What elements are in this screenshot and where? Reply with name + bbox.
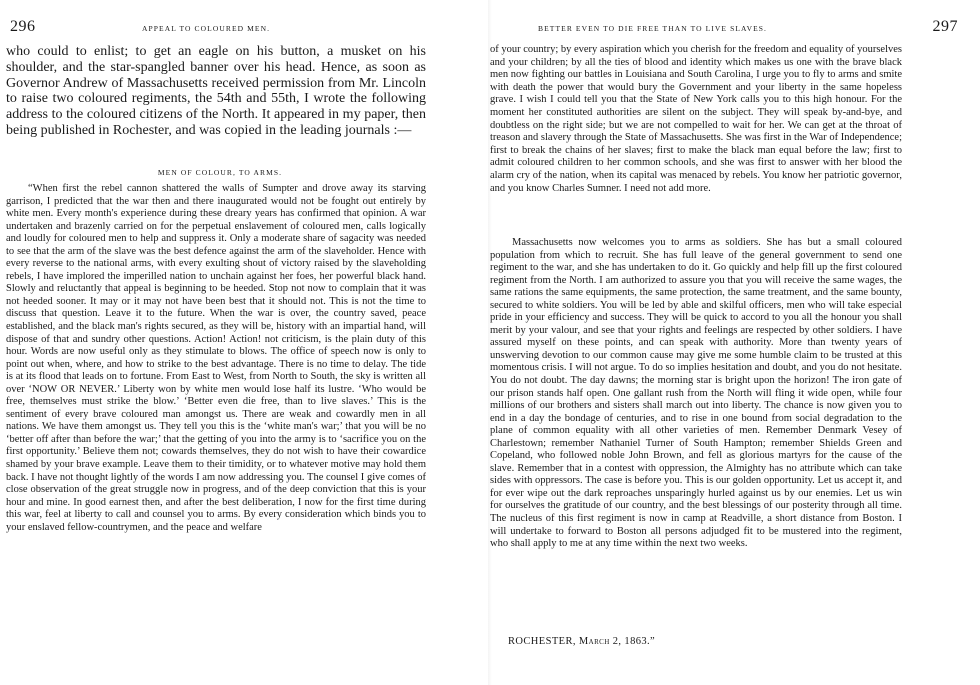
intro-text: who could to enlist; to get an eagle on his button, a musket on his shoulder, and the star-spangled banner over his head. Hence, as soon as Governor Andrew of Massachusetts received permission from Mr. Lincoln to raise two coloured regiments, the 54th and 55th, I wrote the following address to the coloured citizens of the North. It appeared in my paper, then being published in Rochester, and was copied in the leading journals :— (6, 44, 426, 138)
letter-column-left (6, 183, 426, 534)
right-running-head: BETTER EVEN TO DIE FREE THAN TO LIVE SLAVES. (538, 24, 768, 33)
intro-paragraph (6, 44, 426, 139)
letter-signature: ROCHESTER, March 2, 1863.” (508, 636, 656, 647)
right-page-header (490, 18, 980, 38)
left-page-header (0, 18, 490, 38)
letter-paragraph-2 (490, 237, 902, 551)
letter-paragraph-1 (490, 44, 902, 195)
right-page (490, 0, 980, 685)
right-page-number: 297 (932, 18, 958, 35)
section-subheading: MEN OF COLOUR, TO ARMS. (157, 168, 283, 177)
left-running-head: APPEAL TO COLOURED MEN. (142, 24, 271, 33)
letter-text-left: “When first the rebel cannon shattered the walls of Sumpter and drove away its starving garrison, I predicted that the war then and there inaugurated would not be fought out entirely by white men. Every month's experience during these dreary years has confirmed that opinion. A war undertaken and brazenly carried on for the perpetual enslavement of coloured men, calls logically and loudly for coloured men to help and suppress it. Only a moderate share of sagacity was needed to see that the arm of the slave was the best defence against the arm of the slaveholder. Hence with every reverse to the national arms, with every exulting shout of victory raised by the slaveholding rebels, I have implored the imperilled nation to unchain against her foes, her powerful black hand. Slowly and reluctantly that appeal is beginning to be heeded. Stop not now to complain that it was not heeded sooner. It may or it may not have been best that it should not. This is not the time to discuss that question. Leave it to the future. When the war is over, the country saved, peace established, and the black man's rights secured, as they will be, history with an impartial hand, will dispose of that and sundry other questions. Action! Action! not criticism, is the plain duty of this hour. Words are now useful only as they stimulate to blows. The office of speech now is only to point out when, where, and how to strike to the best advantage. There is no time to delay. The tide is at its flood that leads on to fortune. From East to West, from North to South, the sky is written all over ‘NOW OR NEVER.’ Liberty won by white men would lose half its lustre. ‘Who would be free, themselves must strike the blow.’ ‘Better even die free, than to live slaves.’ This is the sentiment of every brave coloured man amongst us. There are weak and cowardly men in all nations. We have them amongst us. They tell you this is the ‘white man's war;’ that you will be no ‘better off after than before the war;’ that the getting of you into the army is to ‘sacrifice you on the first opportunity.’ Believe them not; cowards themselves, they do not wish to have their cowardice shamed by your brave example. Leave them to their timidity, or to whatever motive may hold them back. I have not thought lightly of the words I am now addressing you. The counsel I give comes of close observation of the great struggle now in progress, and of the deep conviction that this is your hour and mine. In good earnest then, and after the best deliberation, I now for the first time during this war, feel at liberty to call and counsel you to arms. By every consideration which binds you to your enslaved fellow-countrymen, and the peace and welfare (6, 183, 426, 533)
left-page-number: 296 (10, 18, 36, 35)
letter-text-right-2: Massachusetts now welcomes you to arms as soldiers. She has but a small coloured population from which to recruit. She has full leave of the general government to send one regiment to the war, and she has undertaken to do it. Go quickly and help fill up the first coloured regiment from the North. I am authorized to assure you that you will receive the same wages, the same rations the same equipments, the same protection, the same treatment, and the same bounty, secured to white soldiers. You will be led by able and skilful officers, men who will take especial pride in your efficiency and success. They will be quick to accord to you all the honour you shall merit by your valour, and see that your rights and feelings are respected by other soldiers. I have assured myself on these points, and can speak with authority. More than twenty years of unswerving devotion to our common cause may give me some humble claim to be trusted at this momentous crisis. I will not argue. To do so implies hesitation and doubt, and you do not hesitate. You do not doubt. The day dawns; the morning star is bright upon the horizon! The iron gate of our prison stands half open. One gallant rush from the North will fling it wide open, while four millions of our brothers and sisters shall march out into liberty. The chance is now given you to end in a day the bondage of centuries, and to rise in one bound from social degradation to the plane of common equality with all other varieties of men. Remember Denmark Vesey of Charlestown; remember Nathaniel Turner of South Hampton; remember Shields Green and Copeland, who followed noble John Brown, and fell as glorious martyrs for the cause of the slave. Remember that in a contest with oppression, the Almighty has no attribute which can take sides with oppressors. The case is before you. This is our golden opportunity. Let us accept it, and for ever wipe out the dark reproaches unsparingly hurled against us by our enemies. Let us win for ourselves the gratitude of our country, and the best blessings of our posterity through all time. The nucleus of this first regiment is now in camp at Readville, a short distance from Boston. I will undertake to forward to Boston all persons adjudged fit to be mustered into the regiment, who shall apply to me at any time within the next two weeks. (490, 237, 902, 550)
letter-text-right-1: of your country; by every aspiration which you cherish for the freedom and equality of yourselves and your children; by all the ties of blood and identity which makes us one with the brave black men now fighting our battles in Louisiana and South Carolina, I urge you to fly to arms and smite with death the power that would bury the Government and your liberty in the same hopeless grave. I wish I could tell you that the State of New York calls you to this high honour. For the moment her constituted authorities are silent on the subject. They will speak by-and-bye, and doubtless on the right side; but we are not compelled to wait for her. We can get at the throat of treason and slavery through the State of Massachusetts. She was first in the War of Independence; first to break the chains of her slaves; first to make the black man equal before the law; first to admit coloured children to her common schools, and she was first to answer with her blood the alarm cry of the nation, when its capital was menaced by rebels. You know her patriotic governor, and you know Charles Sumner. I need not add more. (490, 44, 903, 194)
